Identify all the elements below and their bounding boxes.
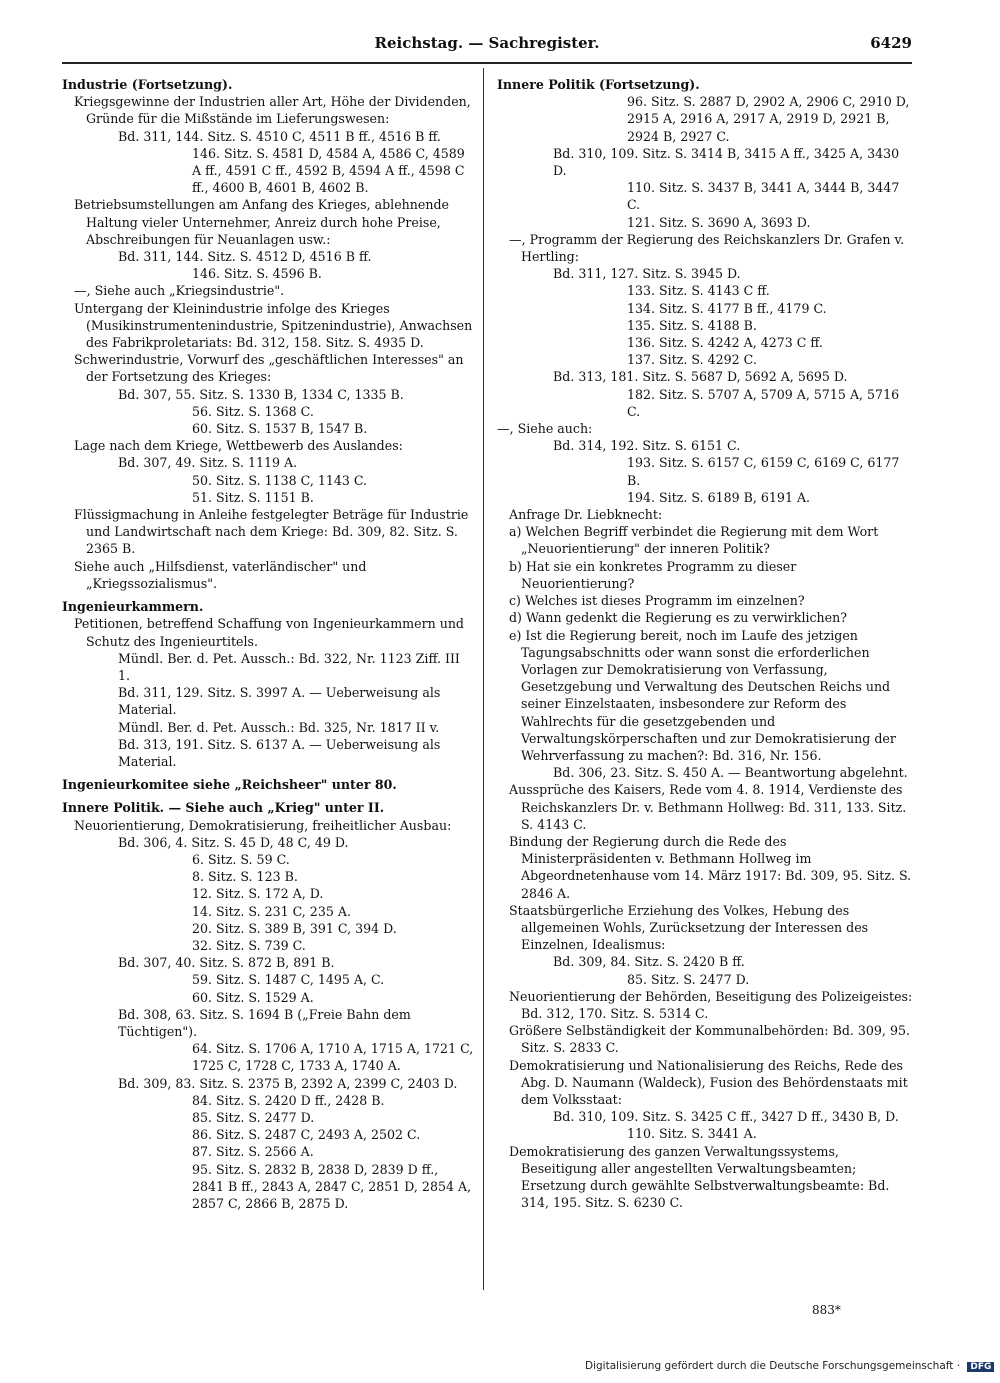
index-entry: 12. Sitz. S. 172 A, D.: [192, 886, 324, 902]
index-entry: 56. Sitz. S. 1368 C.: [192, 403, 314, 419]
index-entry: 182. Sitz. S. 5707 A, 5709 A, 5715 A, 5716 C.: [627, 386, 900, 419]
index-entry: Staatsbürgerliche Erziehung des Volkes, Hebung des allgemeinen Wohls, Zurücksetzung der Interessen des Einzelnen, Idealismus:: [509, 902, 869, 953]
index-entry: 51. Sitz. S. 1151 B.: [192, 489, 314, 505]
index-entry: Bd. 309, 84. Sitz. S. 2420 B ff.: [553, 954, 745, 970]
index-entry: 6. Sitz. S. 59 C.: [192, 851, 290, 867]
footer-text: Digitalisierung gefördert durch die Deutsche Forschungsgemeinschaft ·: [585, 1360, 961, 1372]
index-entry: 84. Sitz. S. 2420 D ff., 2428 B.: [192, 1092, 385, 1108]
index-entry: 146. Sitz. S. 4581 D, 4584 A, 4586 C, 4589 A ff., 4591 C ff., 4592 B, 4594 A ff., 4598 C ff., 4600 B, 4601 B, 4602 B.: [192, 145, 465, 196]
entry-heading: Ingenieurkammern.: [62, 599, 204, 615]
index-entry: 110. Sitz. S. 3437 B, 3441 A, 3444 B, 3447 C.: [627, 180, 900, 213]
signature-mark: 883*: [812, 1303, 841, 1317]
index-entry: e) Ist die Regierung bereit, noch im Laufe des jetzigen Tagungsabschnitts oder wann sonst die erforderlichen Vorlagen zur Demokratisierung von Verfassung, Gesetzgebung und Verwaltung des Deutschen Reichs und seiner Einzelstaaten, insbesondere zur Reform des Wahlrechts für die gesetzgebenden und Verwaltungskörperschaften und zur Demokratisierung der Wehrverfassung zu machen?: Bd. 316, Nr. 156.: [509, 627, 896, 763]
right-column: [497, 70, 913, 1211]
index-entry: Bd. 309, 83. Sitz. S. 2375 B, 2392 A, 2399 C, 2403 D.: [118, 1075, 458, 1091]
page-header: [62, 32, 912, 64]
index-entry: Bd. 306, 23. Sitz. S. 450 A. — Beantwortung abgelehnt.: [553, 765, 908, 781]
index-entry: Bd. 307, 40. Sitz. S. 872 B, 891 B.: [118, 955, 335, 971]
index-entry: 194. Sitz. S. 6189 B, 6191 A.: [627, 489, 811, 505]
index-entry: 60. Sitz. S. 1537 B, 1547 B.: [192, 421, 368, 437]
index-entry: a) Welchen Begriff verbindet die Regierung mit dem Wort „Neuorientierung" der inneren Politik?: [509, 524, 879, 557]
index-entry: 95. Sitz. S. 2832 B, 2838 D, 2839 D ff., 2841 B ff., 2843 A, 2847 C, 2851 D, 2854 A, 2857 C, 2866 B, 2875 D.: [192, 1161, 472, 1211]
index-entry: Untergang der Kleinindustrie infolge des Krieges (Musikinstrumentenindustrie, Spitzenindustrie), Anwachsen des Fabrikproletariats: Bd. 312, 158. Sitz. S. 4935 D.: [74, 300, 473, 351]
digitization-footer: [585, 1360, 994, 1372]
index-entry: Bd. 313, 181. Sitz. S. 5687 D, 5692 A, 5695 D.: [553, 369, 848, 385]
entry-heading: Ingenieurkomitee siehe „Reichsheer" unter 80.: [62, 777, 397, 793]
index-entry: 87. Sitz. S. 2566 A.: [192, 1144, 314, 1160]
index-entry: 32. Sitz. S. 739 C.: [192, 937, 306, 953]
index-entry: Demokratisierung des ganzen Verwaltungssystems, Beseitigung aller angestellten Verwaltungsbeamten; Ersetzung durch gewählte Selbstverwaltungsbeamte: Bd. 314, 195. Sitz. S. 6230 C.: [509, 1143, 890, 1211]
entry-heading: Industrie (Fortsetzung).: [62, 77, 233, 92]
index-entry: 60. Sitz. S. 1529 A.: [192, 989, 314, 1005]
index-entry: Bd. 311, 127. Sitz. S. 3945 D.: [553, 266, 741, 282]
index-entry: 134. Sitz. S. 4177 B ff., 4179 C.: [627, 300, 827, 316]
index-entry: Bd. 311, 129. Sitz. S. 3997 A. — Ueberweisung als Material.: [118, 685, 441, 718]
index-entry: 14. Sitz. S. 231 C, 235 A.: [192, 903, 351, 919]
index-entry: Größere Selbständigkeit der Kommunalbehörden: Bd. 309, 95. Sitz. S. 2833 C.: [509, 1023, 910, 1056]
index-entry: d) Wann gedenkt die Regierung es zu verwirklichen?: [509, 610, 847, 626]
left-column: [62, 70, 474, 1212]
index-entry: 146. Sitz. S. 4596 B.: [192, 266, 322, 282]
index-entry: —, Siehe auch „Kriegsindustrie".: [74, 283, 285, 299]
index-entry: —, Programm der Regierung des Reichskanzlers Dr. Grafen v. Hertling:: [509, 231, 905, 265]
index-entry: Bd. 307, 55. Sitz. S. 1330 B, 1334 C, 1335 B.: [118, 386, 404, 402]
index-entry: Bd. 310, 109. Sitz. S. 3425 C ff., 3427 D ff., 3430 B, D.: [553, 1109, 899, 1125]
index-entry: 8. Sitz. S. 123 B.: [192, 869, 298, 885]
index-entry: Petitionen, betreffend Schaffung von Ingenieurkammern und Schutz des Ingenieurtitels.: [74, 616, 464, 649]
index-entry: Mündl. Ber. d. Pet. Aussch.: Bd. 322, Nr. 1123 Ziff. III 1.: [118, 650, 460, 683]
dfg-logo: DFG: [967, 1362, 994, 1372]
index-entry: 64. Sitz. S. 1706 A, 1710 A, 1715 A, 1721 C, 1725 C, 1728 C, 1733 A, 1740 A.: [192, 1041, 474, 1074]
index-entry: Bd. 307, 49. Sitz. S. 1119 A.: [118, 455, 298, 471]
index-entry: 137. Sitz. S. 4292 C.: [627, 352, 757, 368]
index-entry: Neuorientierung der Behörden, Beseitigung des Polizeigeistes: Bd. 312, 170. Sitz. S. 5314 C.: [509, 988, 913, 1021]
index-entry: 85. Sitz. S. 2477 D.: [627, 971, 750, 987]
index-entry: 20. Sitz. S. 389 B, 391 C, 394 D.: [192, 920, 397, 936]
index-entry: Bd. 310, 109. Sitz. S. 3414 B, 3415 A ff., 3425 A, 3430 D.: [553, 145, 900, 179]
index-entry: 85. Sitz. S. 2477 D.: [192, 1109, 315, 1125]
entry-heading: Innere Politik (Fortsetzung).: [497, 77, 700, 92]
index-entry: 193. Sitz. S. 6157 C, 6159 C, 6169 C, 6177 B.: [627, 455, 900, 488]
index-entry: Flüssigmachung in Anleihe festgelegter Beträge für Industrie und Landwirtschaft nach dem Kriege: Bd. 309, 82. Sitz. S. 2365 B.: [74, 507, 469, 557]
index-entry: Bd. 313, 191. Sitz. S. 6137 A. — Ueberweisung als Material.: [118, 736, 441, 769]
index-entry: 50. Sitz. S. 1138 C, 1143 C.: [192, 472, 368, 488]
index-entry: 86. Sitz. S. 2487 C, 2493 A, 2502 C.: [192, 1127, 421, 1143]
page-number: 6429: [870, 34, 912, 52]
index-entry: —, Siehe auch:: [497, 421, 593, 437]
index-entry: Kriegsgewinne der Industrien aller Art, Höhe der Dividenden, Gründe für die Mißstände im Lieferungswesen:: [74, 94, 471, 127]
index-entry: 96. Sitz. S. 2887 D, 2902 A, 2906 C, 2910 D, 2915 A, 2916 A, 2917 A, 2919 D, 2921 B, 2924 B, 2927 C.: [627, 94, 910, 144]
index-entry: Bd. 306, 4. Sitz. S. 45 D, 48 C, 49 D.: [118, 834, 349, 850]
index-entry: 135. Sitz. S. 4188 B.: [627, 317, 757, 333]
index-entry: 133. Sitz. S. 4143 C ff.: [627, 283, 770, 299]
index-entry: 121. Sitz. S. 3690 A, 3693 D.: [627, 214, 811, 230]
index-entry: 110. Sitz. S. 3441 A.: [627, 1126, 757, 1142]
index-entry: Anfrage Dr. Liebknecht:: [509, 507, 663, 523]
index-entry: Neuorientierung, Demokratisierung, freiheitlicher Ausbau:: [74, 817, 452, 833]
index-entry: 136. Sitz. S. 4242 A, 4273 C ff.: [627, 335, 823, 351]
index-entry: Betriebsumstellungen am Anfang des Krieges, ablehnende Haltung vieler Unternehmer, Anreiz durch hohe Preise, Abschreibungen für Neuanlagen usw.:: [74, 197, 449, 247]
index-entry: Lage nach dem Kriege, Wettbewerb des Auslandes:: [74, 438, 403, 454]
entry-heading: Innere Politik. — Siehe auch „Krieg" unter II.: [62, 800, 385, 816]
index-entry: 59. Sitz. S. 1487 C, 1495 A, C.: [192, 972, 385, 988]
index-entry: Bd. 314, 192. Sitz. S. 6151 C.: [553, 438, 741, 454]
index-entry: Bd. 308, 63. Sitz. S. 1694 B („Freie Bahn dem Tüchtigen").: [118, 1006, 411, 1039]
index-entry: Bd. 311, 144. Sitz. S. 4512 D, 4516 B ff.: [118, 249, 372, 265]
index-entry: b) Hat sie ein konkretes Programm zu dieser Neuorientierung?: [509, 558, 797, 591]
index-entry: Siehe auch „Hilfsdienst, vaterländischer" und „Kriegssozialismus".: [74, 558, 367, 591]
column-divider: [483, 68, 484, 1290]
index-entry: c) Welches ist dieses Programm im einzelnen?: [509, 593, 805, 609]
index-entry: Demokratisierung und Nationalisierung des Reichs, Rede des Abg. D. Naumann (Waldeck), Fusion des Behördenstaats mit dem Volksstaat:: [509, 1057, 908, 1107]
index-entry: Bindung der Regierung durch die Rede des Ministerpräsidenten v. Bethmann Hollweg im Abgeordnetenhause vom 14. März 1917: Bd. 309, 95. Sitz. S. 2846 A.: [509, 833, 912, 901]
index-entry: Aussprüche des Kaisers, Rede vom 4. 8. 1914, Verdienste des Reichskanzlers Dr. v. Bethmann Hollweg: Bd. 311, 133. Sitz. S. 4143 C.: [509, 782, 907, 832]
index-entry: Bd. 311, 144. Sitz. S. 4510 C, 4511 B ff., 4516 B ff.: [118, 128, 441, 144]
index-entry: Mündl. Ber. d. Pet. Aussch.: Bd. 325, Nr. 1817 II v.: [118, 719, 440, 735]
page-title: Reichstag. — Sachregister.: [374, 34, 600, 52]
index-entry: Schwerindustrie, Vorwurf des „geschäftlichen Interesses" an der Fortsetzung des Krieges:: [74, 352, 464, 385]
